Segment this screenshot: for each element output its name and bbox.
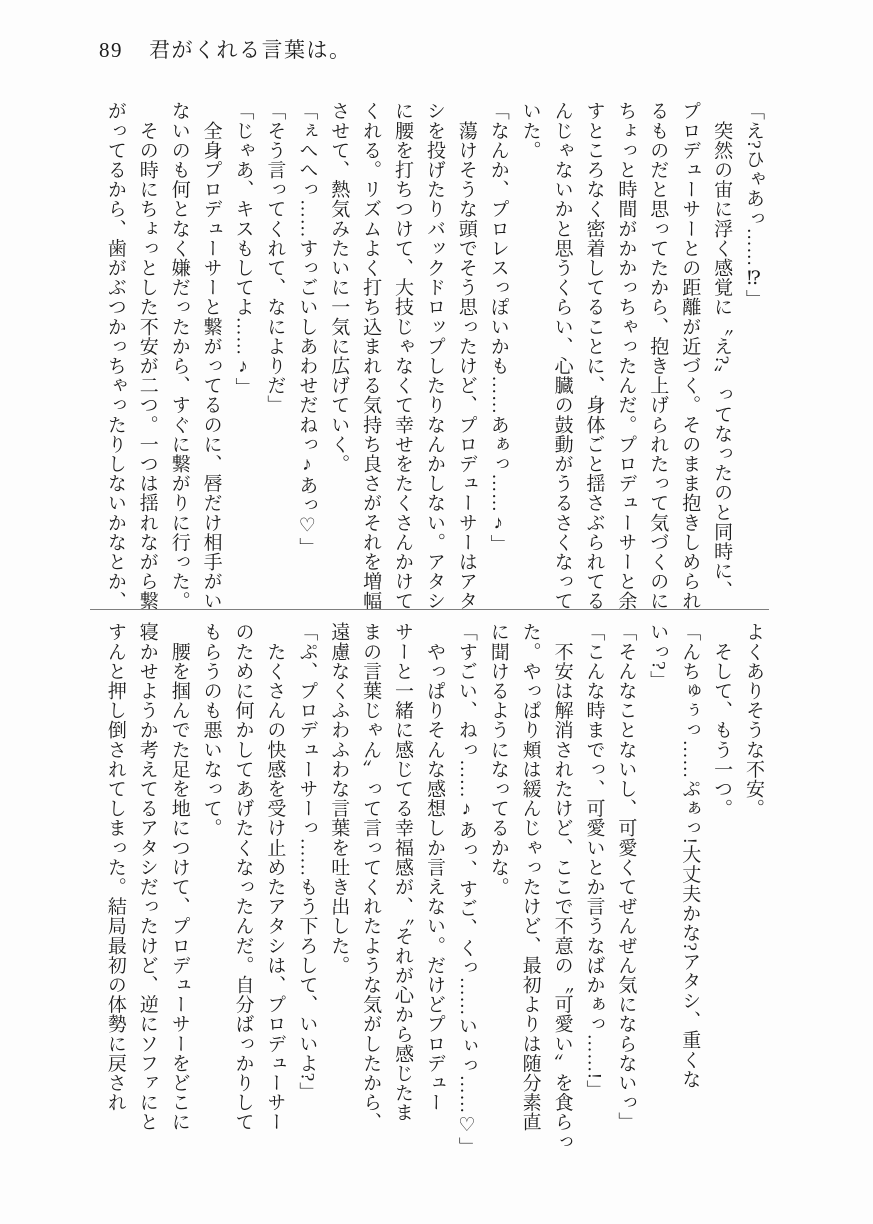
text-column: もらうのも悪いなって。	[200, 622, 222, 838]
text-column: 遠慮なくふわふわな言葉を吐き出した。	[328, 622, 350, 975]
page-number: 89	[99, 38, 123, 62]
text-column: 「すごい、ねっ……♪あっ、すご、くっ……いぃっ……♡」	[455, 622, 477, 1157]
text-column: やっぱりそんな感想しか言えない。だけどプロデュー	[423, 622, 445, 1112]
text-column: サーと一緒に感じてる幸福感が、〝それが心から感じたま	[392, 622, 414, 1123]
page-divider-line	[90, 609, 769, 610]
text-column: ちょっと時間がかかっちゃったんだ。プロデューサーと余	[615, 101, 637, 611]
text-column: 「じゃあ、キスもしてよ……♪」	[232, 101, 254, 397]
text-column: 「なんか、プロレスっぽいかも……あぁっ……♪」	[487, 101, 509, 554]
text-column: 「ぷ、プロデューサーっ……もう下ろして、いいよ?」	[296, 622, 318, 1102]
text-column: よくありそうな不安。	[743, 622, 764, 818]
text-column: がってるから、歯がぶつかっちゃったりしないかなとか、	[104, 101, 126, 611]
text-column: 「ぇへへっ……すっごいしあわせだねっ♪あっ♡」	[296, 101, 318, 557]
text-column: 「え?ひゃあっ……⁉」	[743, 101, 764, 310]
text-column: すところなく密着してることに、身体ごと揺さぶられてる	[583, 101, 605, 611]
text-column: プロデューサーとの距離が近づく。そのまま抱きしめられ	[679, 101, 701, 611]
text-column: 「そう言ってくれて、なによりだ」	[264, 101, 286, 415]
text-column: させて、熱気みたいに一気に広げていく。	[328, 101, 350, 474]
text-column: シを投げたりバックドロップしたりなんかしない。アタシ	[423, 101, 445, 611]
text-column: に腰を打ちつけて、大技じゃなくて幸せをたくさんかけて	[392, 101, 414, 611]
text-column: 蕩けそうな頭でそう思ったけど、プロデューサーはアタ	[455, 101, 477, 611]
running-header	[99, 34, 352, 64]
text-column: るものだと思ってたから、抱き上げられたって気づくのに	[647, 101, 669, 611]
text-column: ないのも何となく嫌だったから、すぐに繋がりに行った。	[168, 101, 190, 611]
text-column: くれる。リズムよく打ち込まれる気持ち良さがそれを増幅	[360, 101, 382, 611]
text-column: のために何かしてあげたくなったんだ。自分ばっかりして	[232, 622, 254, 1132]
text-column: んじゃないかと思うくらい、心臓の鼓動がうるさくなって	[551, 101, 573, 611]
text-column: た。やっぱり頬は緩んじゃったけど、最初よりは随分素直	[519, 622, 541, 1132]
text-block-bottom	[93, 622, 769, 1188]
text-column: 腰を掴んでた足を地につけて、プロデューサーをどこに	[168, 622, 190, 1132]
text-column: まの言葉じゃん〟って言ってくれたような気がしたから、	[360, 622, 382, 1132]
text-column: 「こんな時までっ、可愛いとか言うなばかぁっ……!」	[583, 622, 605, 1100]
text-column: 寝かせようか考えてるアタシだったけど、逆にソファにと	[136, 622, 158, 1132]
text-column: 突然の宙に浮く感覚に〝え?〟ってなったのと同時に、	[711, 101, 733, 601]
text-column: 不安は解消されたけど、ここで不意の〝可愛い〟を食らっ	[551, 622, 573, 1152]
text-column: 「んちゅぅっ……ぷぁっ!大丈夫かな?アタシ、重くな	[679, 622, 701, 1089]
text-column: すんと押し倒されてしまった。結局最初の体勢に戻され	[104, 622, 126, 1112]
text-column: 「そんなことないし、可愛くてぜんぜん気にならないっ」	[615, 622, 637, 1132]
text-column: いっ?」	[647, 622, 669, 690]
text-block-top	[93, 101, 769, 611]
text-column: その時にちょっとした不安が二つ。一つは揺れながら繋	[136, 101, 158, 611]
chapter-title: 君がくれる言葉は。	[149, 38, 352, 62]
text-column: 全身プロデューサーと繋がってるのに、唇だけ相手がい	[200, 101, 222, 611]
text-column: そして、もう一つ。	[711, 622, 733, 818]
text-column: たくさんの快感を受け止めたアタシは、プロデューサー	[264, 622, 286, 1132]
text-column: に聞けるようになってるかな。	[487, 622, 509, 897]
text-column: いた。	[519, 101, 541, 160]
